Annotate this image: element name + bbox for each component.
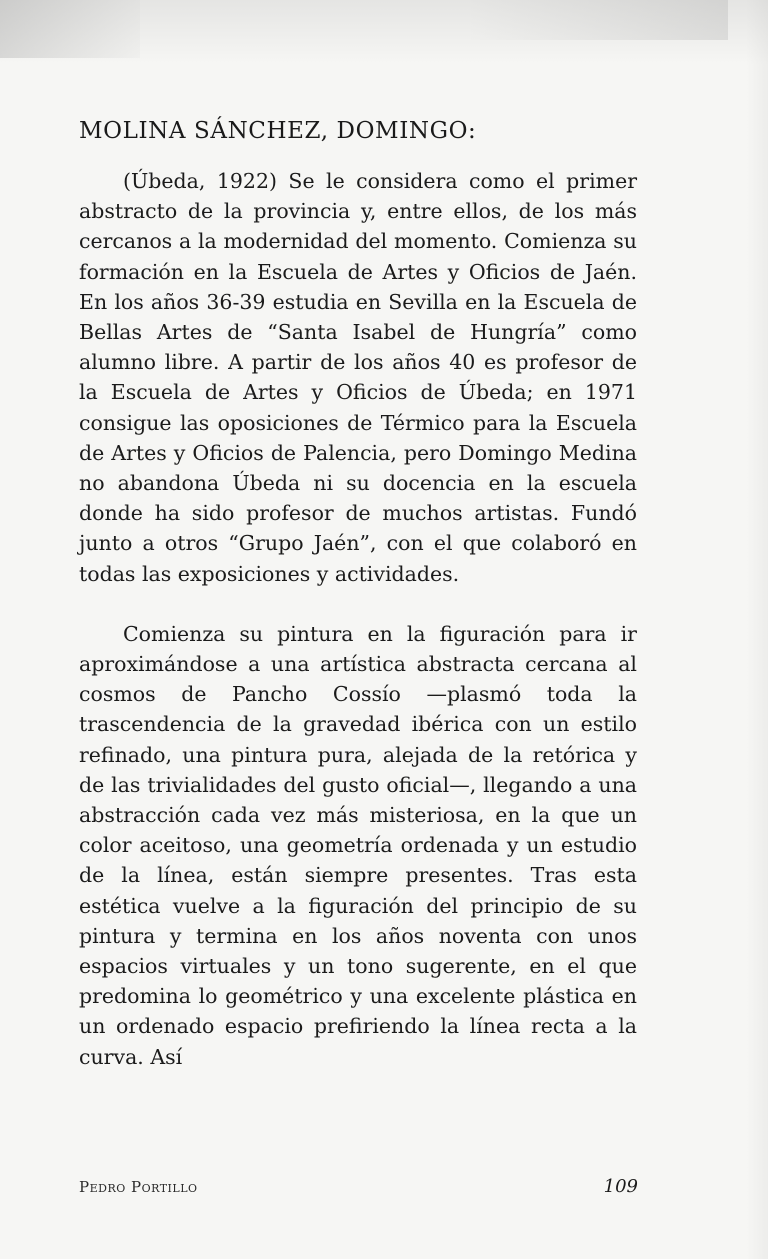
running-footer-author: Pedro Portillo: [79, 1178, 198, 1196]
entry-heading: MOLINA SÁNCHEZ, DOMINGO:: [79, 118, 477, 144]
paragraph-2: Comienza su pintura en la figuración para ir aproximándose a una artística abstracta cercana al cosmos de Pancho Cossío —plasmó toda la trascendencia de la gravedad ibérica con un estilo refinado, una pintura pura, alejada de la retórica y de las trivialidades del gusto oficial—, llegando a una abstracción cada vez más misteriosa, en la que un color aceitoso, una geometría ordenada y un estudio de la línea, están siempre presentes. Tras esta estética vuelve a la figuración del principio de su pintura y termina en los años noventa con unos espacios virtuales y un tono sugerente, en el que predomina lo geométrico y una excelente plástica en un ordenado espacio prefiriendo la línea recta a la curva. Así: [79, 621, 637, 1069]
page-edge-shadow: [746, 0, 768, 1259]
entry-body: [79, 166, 637, 1072]
page-number: 109: [603, 1176, 638, 1197]
paragraph-1: (Úbeda, 1922) Se le considera como el primer abstracto de la provincia y, entre ellos, de los más cercanos a la modernidad del momento. Comienza su formación en la Escuela de Artes y Oficios de Jaén. En los años 36-39 estudia en Sevilla en la Escuela de Bellas Artes de “Santa Isabel de Hungría” como alumno libre. A partir de los años 40 es profesor de la Escuela de Artes y Oficios de Úbeda; en 1971 consigue las oposiciones de Térmico para la Escuela de Artes y Oficios de Palencia, pero Domingo Medina no abandona Úbeda ni su docencia en la escuela donde ha sido profesor de muchos artistas. Fundó junto a otros “Grupo Jaén”, con el que colaboró en todas las exposiciones y actividades.: [79, 169, 637, 586]
scan-shadow: [0, 0, 768, 64]
